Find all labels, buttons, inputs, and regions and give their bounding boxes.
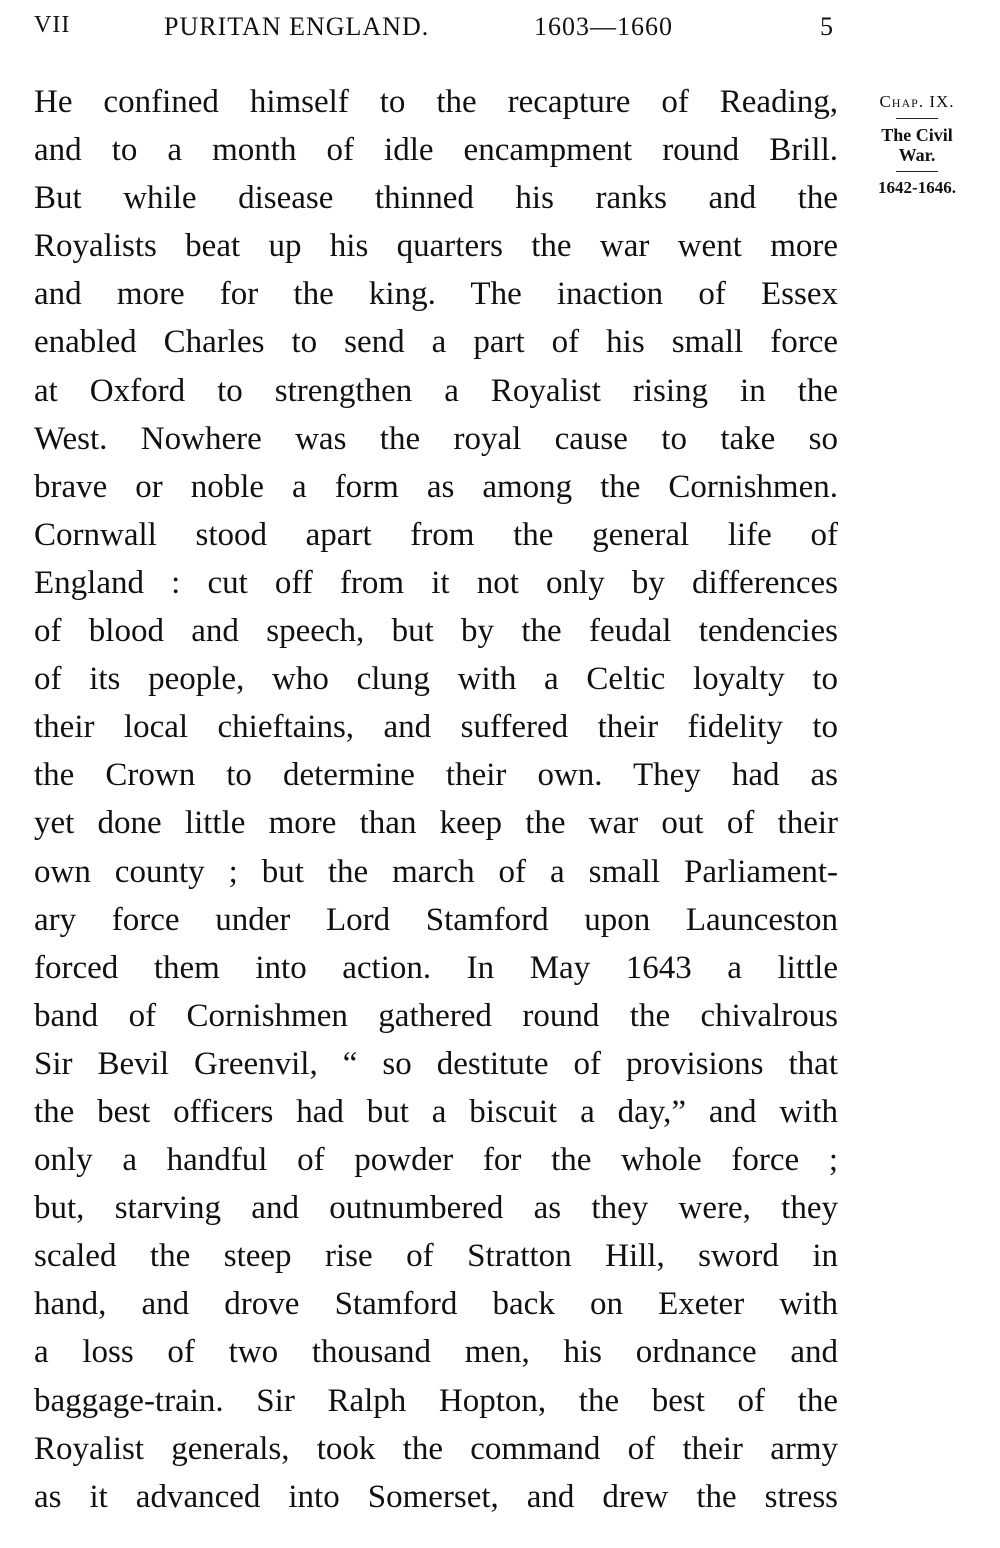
text-line: and to a month of idle encampment round Brill. [34, 132, 838, 169]
page-number: 5 [820, 12, 834, 41]
text-line: the Crown to determine their own. They had as [34, 757, 838, 794]
text-line: baggage-train. Sir Ralph Hopton, the best of the [34, 1382, 838, 1419]
text-line: their local chieftains, and suffered their fidelity to [34, 709, 838, 746]
text-line: Sir Bevil Greenvil, “ so destitute of provisions that [34, 1045, 838, 1082]
margin-rule [896, 118, 938, 119]
text-line: Royalist generals, took the command of their army [34, 1430, 838, 1467]
text-line: and more for the king. The inaction of Essex [34, 276, 838, 313]
margin-rule [896, 171, 938, 172]
running-years: 1603—1660 [534, 12, 673, 41]
text-line: West. Nowhere was the royal cause to take so [34, 420, 838, 457]
text-line: hand, and drove Stamford back on Exeter with [34, 1286, 838, 1323]
text-line: of blood and speech, but by the feudal tendencies [34, 613, 838, 650]
text-line: yet done little more than keep the war out of their [34, 805, 838, 842]
margin-topic-line1: The Civil [881, 125, 953, 145]
text-line: only a handful of powder for the whole force ; [34, 1142, 838, 1179]
text-line: ary force under Lord Stamford upon Launceston [34, 901, 838, 938]
text-line: scaled the steep rise of Stratton Hill, sword in [34, 1238, 838, 1275]
body-text [34, 78, 838, 1521]
text-line: own county ; but the march of a small Parliament- [34, 853, 838, 890]
running-title: PURITAN ENGLAND. [164, 12, 430, 41]
text-line: But while disease thinned his ranks and the [34, 180, 838, 217]
margin-years: 1642-1646. [878, 178, 956, 197]
text-line: Royalists beat up his quarters the war went more [34, 228, 838, 265]
text-line: the best officers had but a biscuit a day,” and with [34, 1093, 838, 1130]
margin-chapter: Chap. IX. [879, 92, 955, 111]
text-line: forced them into action. In May 1643 a little [34, 949, 838, 986]
text-line: at Oxford to strengthen a Royalist rising in the [34, 372, 838, 409]
text-line: as it advanced into Somerset, and drew the stress [34, 1478, 838, 1515]
text-line: enabled Charles to send a part of his small force [34, 324, 838, 361]
text-line: but, starving and outnumbered as they were, they [34, 1190, 838, 1227]
section-number: VII [34, 12, 71, 38]
text-line: band of Cornishmen gathered round the chivalrous [34, 997, 838, 1034]
text-line: Cornwall stood apart from the general life of [34, 516, 838, 553]
text-line: brave or noble a form as among the Cornishmen. [34, 468, 838, 505]
text-line: England : cut off from it not only by differences [34, 564, 838, 601]
text-line: of its people, who clung with a Celtic loyalty to [34, 661, 838, 698]
text-line: He confined himself to the recapture of Reading, [34, 84, 838, 120]
running-header [34, 12, 834, 46]
text-line: a loss of two thousand men, his ordnance and [34, 1334, 838, 1371]
margin-note [852, 92, 982, 198]
margin-topic-line2: War. [898, 145, 936, 165]
